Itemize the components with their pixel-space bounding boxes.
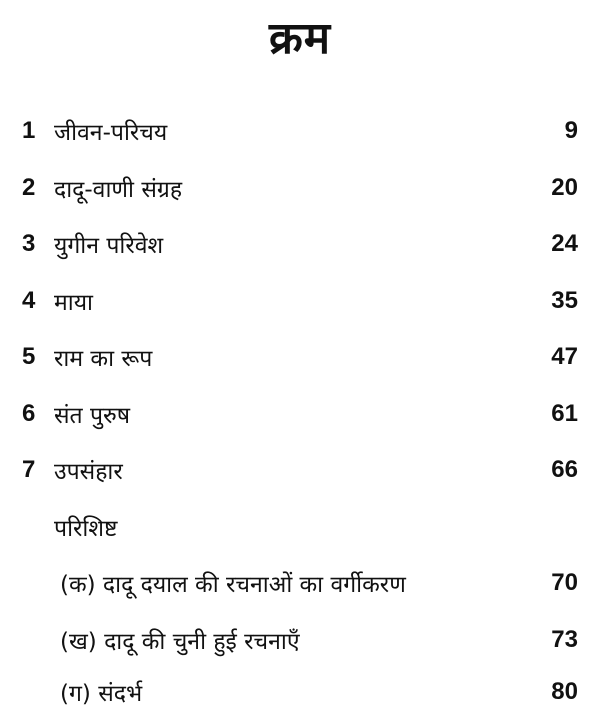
chapter-number: 7 bbox=[22, 456, 36, 483]
appendix-entry bbox=[60, 620, 300, 660]
chapter-title: माया bbox=[54, 290, 94, 316]
toc-entry bbox=[22, 111, 167, 151]
chapter-page-number: 24 bbox=[551, 230, 578, 257]
appendix-title: (ख) दादू की चुनी हुई रचनाएँ bbox=[60, 629, 300, 655]
toc-entry bbox=[22, 281, 93, 321]
chapter-title: जीवन-परिचय bbox=[54, 120, 168, 146]
chapter-number: 2 bbox=[22, 174, 36, 201]
chapter-number: 6 bbox=[22, 400, 36, 427]
appendix-entry bbox=[60, 672, 142, 712]
appendix-entry bbox=[60, 563, 406, 603]
chapter-number: 4 bbox=[22, 287, 36, 314]
appendix-title: (ग) संदर्भ bbox=[60, 681, 143, 707]
chapter-number: 3 bbox=[22, 230, 36, 257]
chapter-page-number: 61 bbox=[551, 400, 578, 427]
appendix-page-number: 80 bbox=[551, 678, 578, 705]
chapter-page-number: 35 bbox=[551, 287, 578, 314]
appendix-heading: परिशिष्ट bbox=[54, 516, 118, 542]
chapter-number: 1 bbox=[22, 117, 36, 144]
appendix-page-number: 73 bbox=[551, 626, 578, 653]
chapter-page-number: 20 bbox=[551, 174, 578, 201]
chapter-title: युगीन परिवेश bbox=[54, 233, 164, 259]
toc-entry bbox=[22, 337, 152, 377]
toc-entry bbox=[22, 394, 130, 434]
toc-entry bbox=[22, 168, 182, 208]
chapter-title: दादू-वाणी संग्रह bbox=[54, 177, 183, 203]
page-title: क्रम bbox=[268, 13, 332, 64]
appendix-page-number: 70 bbox=[551, 569, 578, 596]
chapter-page-number: 66 bbox=[551, 456, 578, 483]
toc-entry bbox=[22, 224, 163, 264]
chapter-number: 5 bbox=[22, 343, 36, 370]
chapter-title: उपसंहार bbox=[54, 459, 123, 485]
chapter-page-number: 9 bbox=[564, 117, 578, 144]
chapter-page-number: 47 bbox=[551, 343, 578, 370]
chapter-title: संत पुरुष bbox=[54, 403, 131, 429]
toc-entry bbox=[22, 450, 123, 490]
chapter-title: राम का रूप bbox=[54, 346, 153, 372]
appendix-title: (क) दादू दयाल की रचनाओं का वर्गीकरण bbox=[60, 572, 406, 598]
